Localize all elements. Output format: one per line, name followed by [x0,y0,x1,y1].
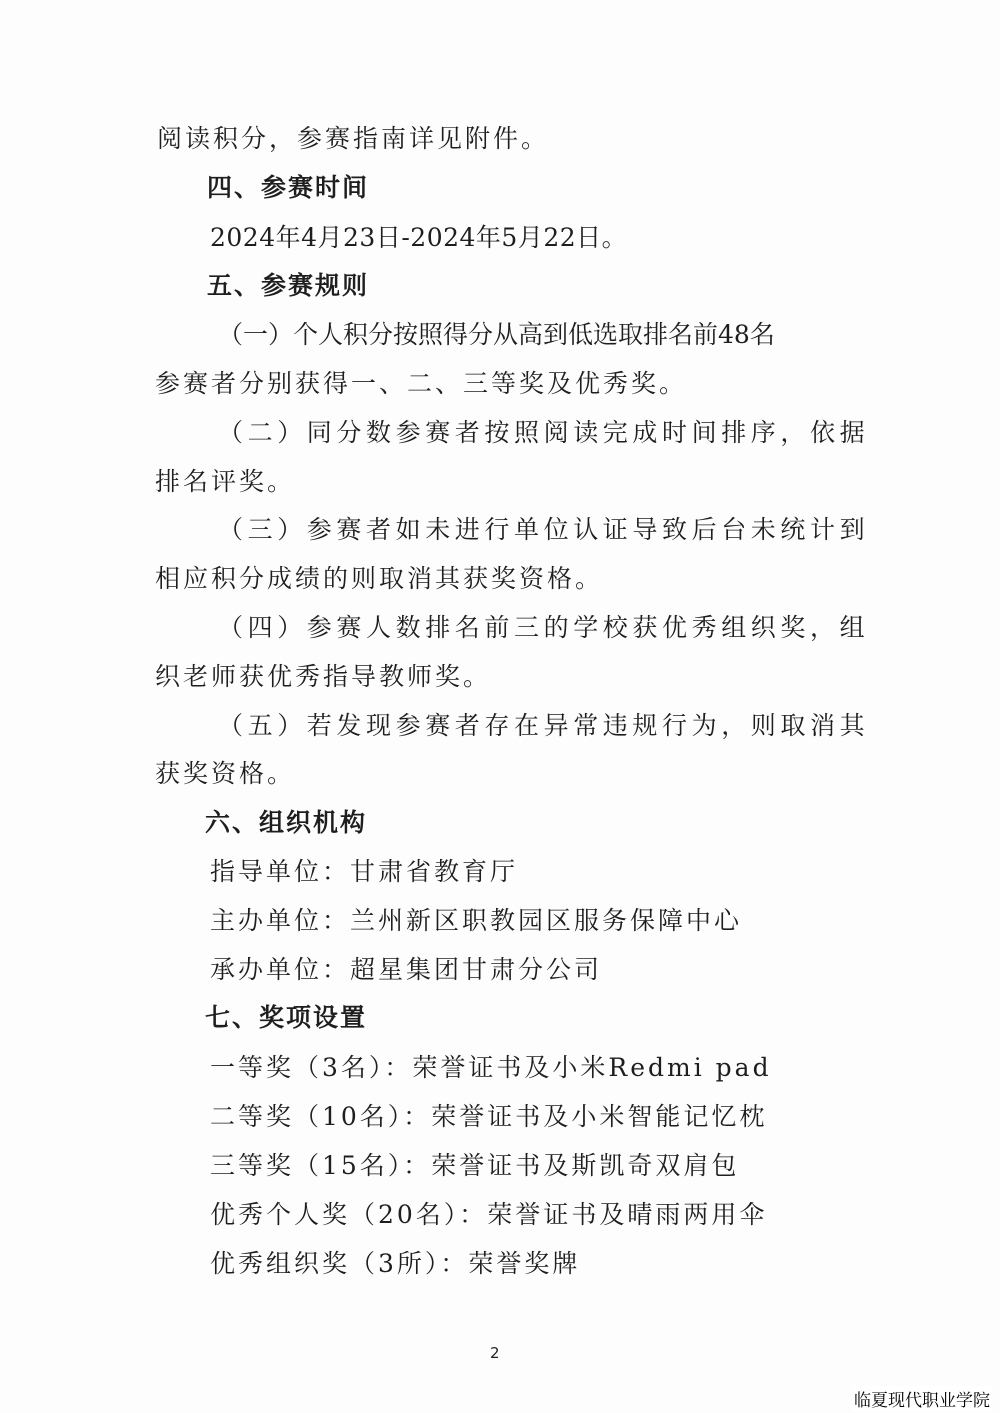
paragraph-line: 阅读积分，参赛指南详见附件。 [157,124,550,153]
page-number: 2 [490,1344,500,1362]
paragraph-line: 参赛者分别获得一、二、三等奖及优秀奖。 [155,369,688,398]
paragraph-line: （二）同分数参赛者按照阅读完成时间排序，依据 [218,418,870,447]
justified-text: （一）个人积分按照得分从高到低选取排名前48名 [218,320,775,349]
paragraph-line: 2024年4月23日-2024年5月22日。 [210,223,628,252]
award-line: 优秀个人奖（20名）：荣誉证书及晴雨两用伞 [210,1200,768,1229]
section-heading-rules: 五、参赛规则 [207,271,370,300]
section-heading-organization: 六、组织机构 [205,808,368,837]
paragraph-line [218,320,842,350]
award-line: 二等奖（10名）：荣誉证书及小米智能记忆枕 [210,1102,768,1131]
source-watermark: 临夏现代职业学院 [852,1386,992,1411]
paragraph-line: 排名评奖。 [155,467,296,496]
paragraph-line: 主办单位：兰州新区职教园区服务保障中心 [210,906,743,935]
paragraph-line: 承办单位：超星集团甘肃分公司 [210,955,603,984]
section-heading-awards: 七、奖项设置 [205,1003,368,1032]
award-line: 一等奖（3名）：荣誉证书及小米Redmi pad [210,1053,772,1082]
paragraph-line: 织老师获优秀指导教师奖。 [155,662,492,691]
section-heading-schedule: 四、参赛时间 [207,173,370,202]
paragraph-line: 获奖资格。 [155,759,296,788]
paragraph-line: （五）若发现参赛者存在异常违规行为，则取消其 [218,711,870,740]
paragraph-line: 指导单位：甘肃省教育厅 [210,857,519,886]
award-line: 优秀组织奖（3所）：荣誉奖牌 [210,1249,581,1278]
paragraph-line: （三）参赛者如未进行单位认证导致后台未统计到 [218,515,870,544]
paragraph-line: （四）参赛人数排名前三的学校获优秀组织奖，组 [218,613,870,642]
award-line: 三等奖（15名）：荣誉证书及斯凯奇双肩包 [210,1151,740,1180]
paragraph-line: 相应积分成绩的则取消其获奖资格。 [155,564,604,593]
